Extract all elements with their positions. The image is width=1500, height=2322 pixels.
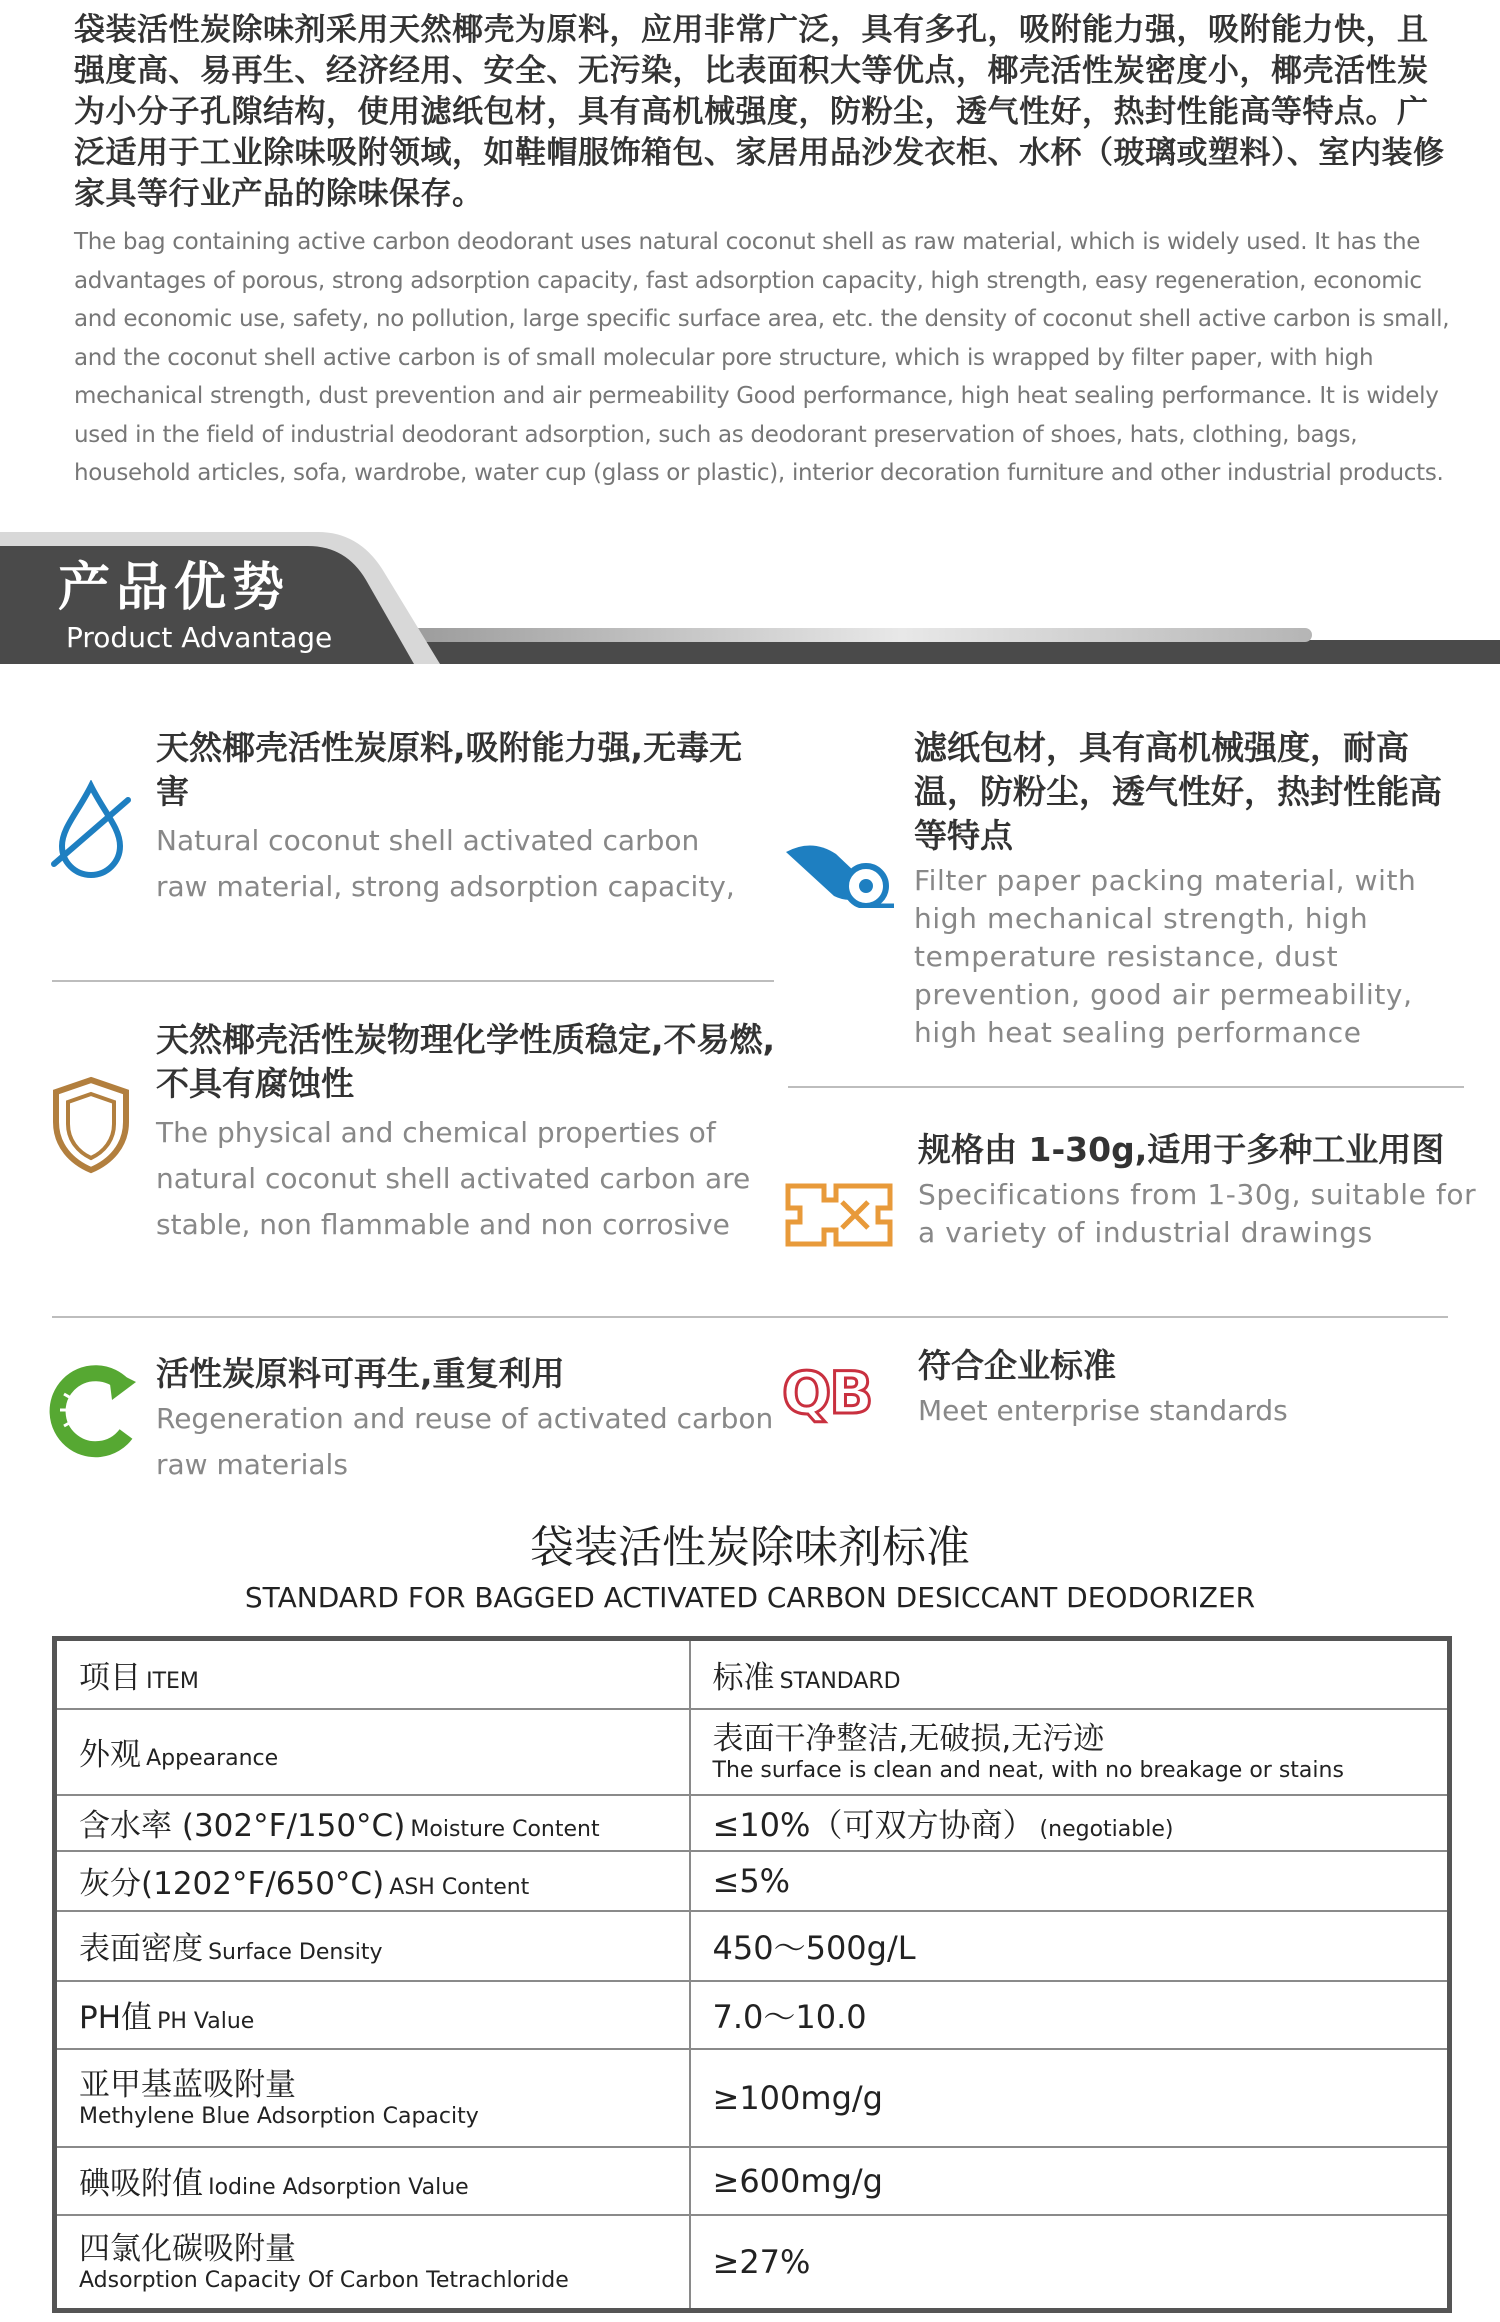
- row-value: ≥100mg/g: [712, 2078, 883, 2117]
- row-value: 450～500g/L: [712, 1928, 916, 1967]
- row-label-en: Iodine Adsorption Value: [208, 2175, 469, 2200]
- row-label-zh: 外观: [79, 1737, 141, 1773]
- advantage-desc-2: Filter paper packing material, with high mechanical strength, high temperature resistance, dust prevention, good air permeability, high heat sealing performance: [914, 864, 1417, 1049]
- table-cell: [55, 1911, 690, 1981]
- row-label-zh: 表面密度: [79, 1931, 203, 1967]
- recycle-icon: [46, 1360, 138, 1460]
- row-label-en: ASH Content: [389, 1875, 530, 1900]
- row-label-en: Surface Density: [208, 1940, 383, 1965]
- advantage-title-1: 天然椰壳活性炭原料,吸附能力强,无毒无害: [156, 728, 743, 811]
- paper-roll-icon: [782, 836, 894, 908]
- water-drop-icon: [48, 780, 134, 880]
- table-row: [55, 2215, 1450, 2311]
- row-label-en: Methylene Blue Adsorption Capacity: [79, 2103, 479, 2129]
- table-cell: [55, 1709, 690, 1795]
- table-cell: [55, 1795, 690, 1851]
- table-cell: [690, 1851, 1450, 1911]
- row-value: ≤10%（可双方协商）: [712, 1805, 1035, 1844]
- header-standard-zh: 标准: [712, 1659, 775, 1696]
- banner-title: 产品优势: [58, 558, 291, 618]
- header-standard-en: STANDARD: [779, 1668, 901, 1694]
- table-cell: [690, 1709, 1450, 1795]
- advantage-desc-6: Meet enterprise standards: [918, 1394, 1288, 1427]
- separator-line: [52, 1316, 1448, 1318]
- header-item-zh: 项目: [79, 1659, 141, 1696]
- banner-subtitle: Product Advantage: [66, 621, 333, 654]
- advantage-title-2: 滤纸包材，具有高机械强度，耐高温，防粉尘，透气性好，热封性能高等特点: [914, 728, 1442, 855]
- row-label-zh: 灰分(1202°F/650°C): [79, 1866, 385, 1902]
- table-row: [55, 1981, 1450, 2049]
- table-cell: [690, 2215, 1450, 2311]
- row-value-en: (negotiable): [1039, 1816, 1174, 1842]
- table-row: [55, 2147, 1450, 2215]
- advantage-desc-4: Specifications from 1-30g, suitable for a variety of industrial drawings: [918, 1178, 1477, 1249]
- table-row: [55, 2049, 1450, 2147]
- table-cell: [690, 1911, 1450, 1981]
- table-row: [55, 1911, 1450, 1981]
- advantage-desc-5: Regeneration and reuse of activated carbon raw materials: [156, 1402, 774, 1481]
- advantage-title-5: 活性炭原料可再生,重复利用: [156, 1354, 565, 1393]
- table-cell: [55, 2147, 690, 2215]
- row-value: ≥600mg/g: [712, 2161, 883, 2200]
- qb-mark: QB: [782, 1359, 872, 1427]
- table-cell: [690, 1795, 1450, 1851]
- standard-title: 袋装活性炭除味剂标准: [530, 1522, 970, 1573]
- header-item-en: ITEM: [146, 1668, 199, 1694]
- table-header-cell: [690, 1639, 1450, 1709]
- row-label-en: Moisture Content: [410, 1817, 600, 1842]
- table-cell: [690, 2147, 1450, 2215]
- shield-icon: [50, 1076, 132, 1174]
- table-cell: [55, 2049, 690, 2147]
- advantage-desc-1: Natural coconut shell activated carbon raw material, strong adsorption capacity,: [156, 824, 735, 903]
- table-cell: [690, 1981, 1450, 2049]
- table-cell: [55, 2215, 690, 2311]
- advantage-desc-3: The physical and chemical properties of natural coconut shell activated carbon are stable, non flammable and non corrosive: [156, 1116, 751, 1241]
- table-header-cell: [55, 1639, 690, 1709]
- intro-section: [74, 10, 1454, 493]
- separator-line: [52, 980, 774, 982]
- row-value: 7.0～10.0: [712, 1997, 867, 2036]
- advantage-title-4: 规格由 1-30g,适用于多种工业用图: [918, 1130, 1445, 1169]
- row-label-zh: 亚甲基蓝吸附量: [79, 2066, 296, 2103]
- advantage-item-4: [918, 1128, 1478, 1252]
- advantage-title-6: 符合企业标准: [918, 1346, 1116, 1385]
- row-label-zh: 含水率 (302°F/150°C): [79, 1808, 406, 1844]
- puzzle-icon: [784, 1182, 894, 1248]
- advantage-item-6: [918, 1344, 1478, 1434]
- row-value: ≥27%: [712, 2242, 811, 2281]
- row-label-en: PH Value: [157, 2009, 255, 2034]
- intro-chinese-text: 袋装活性炭除味剂采用天然椰壳为原料，应用非常广泛，具有多孔，吸附能力强，吸附能力快，且强度高、易再生、经济经用、安全、无污染，比表面积大等优点，椰壳活性炭密度小，椰壳活性炭为小分子孔隙结构，使用滤纸包材，具有高机械强度，防粉尘，透气性好，热封性能高等特点。广泛适用于工业除味吸附领域，如鞋帽服饰箱包、家居用品沙发衣柜、水杯（玻璃或塑料）、室内装修家具等行业产品的除味保存。: [74, 12, 1445, 212]
- separator-line: [788, 1086, 1464, 1088]
- advantage-title-3: 天然椰壳活性炭物理化学性质稳定,不易燃,不具有腐蚀性: [156, 1020, 776, 1103]
- row-label-zh: 四氯化碳吸附量: [79, 2230, 296, 2267]
- row-value-en: The surface is clean and neat, with no breakage or stains: [712, 1757, 1344, 1783]
- row-label-en: Appearance: [146, 1746, 279, 1771]
- advantage-item-3: [156, 1018, 776, 1248]
- row-label-zh: PH值: [79, 2000, 153, 2036]
- table-row: [55, 1851, 1450, 1911]
- row-value: 表面干净整洁,无破损,无污迹: [712, 1720, 1105, 1757]
- row-label-en: Adsorption Capacity Of Carbon Tetrachloride: [79, 2267, 569, 2293]
- advantage-item-1: [156, 726, 756, 910]
- table-cell: [55, 1981, 690, 2049]
- intro-english-text: The bag containing active carbon deodorant uses natural coconut shell as raw material, which is widely used. It has the advantages of porous, strong adsorption capacity, fast adsorption capacity, high strength, easy regeneration, economic and economic use, safety, no pollution, large specific surface area, etc. the density of coconut shell active carbon is small, and the coconut shell active carbon is of small molecular pore structure, which is wrapped by filter paper, with high mechanical strength, dust prevention and air permeability Good performance, high heat sealing performance. It is widely used in the field of industrial deodorant adsorption, such as deodorant preservation of shoes, hats, clothing, bags, household articles, sofa, wardrobe, water cup (glass or plastic), interior decoration furniture and other industrial products.: [74, 229, 1450, 486]
- standard-subtitle: STANDARD FOR BAGGED ACTIVATED CARBON DESICCANT DEODORIZER: [244, 1581, 1256, 1614]
- table-header-row: [55, 1639, 1450, 1709]
- table-row: [55, 1795, 1450, 1851]
- table-row: [55, 1709, 1450, 1795]
- row-label-zh: 碘吸附值: [79, 2166, 203, 2202]
- standard-table: [52, 1636, 1452, 2313]
- row-value: ≤5%: [712, 1861, 791, 1900]
- advantage-item-5: [156, 1352, 776, 1488]
- table-cell: [690, 2049, 1450, 2147]
- table-cell: [55, 1851, 690, 1911]
- advantage-item-2: [914, 726, 1454, 1052]
